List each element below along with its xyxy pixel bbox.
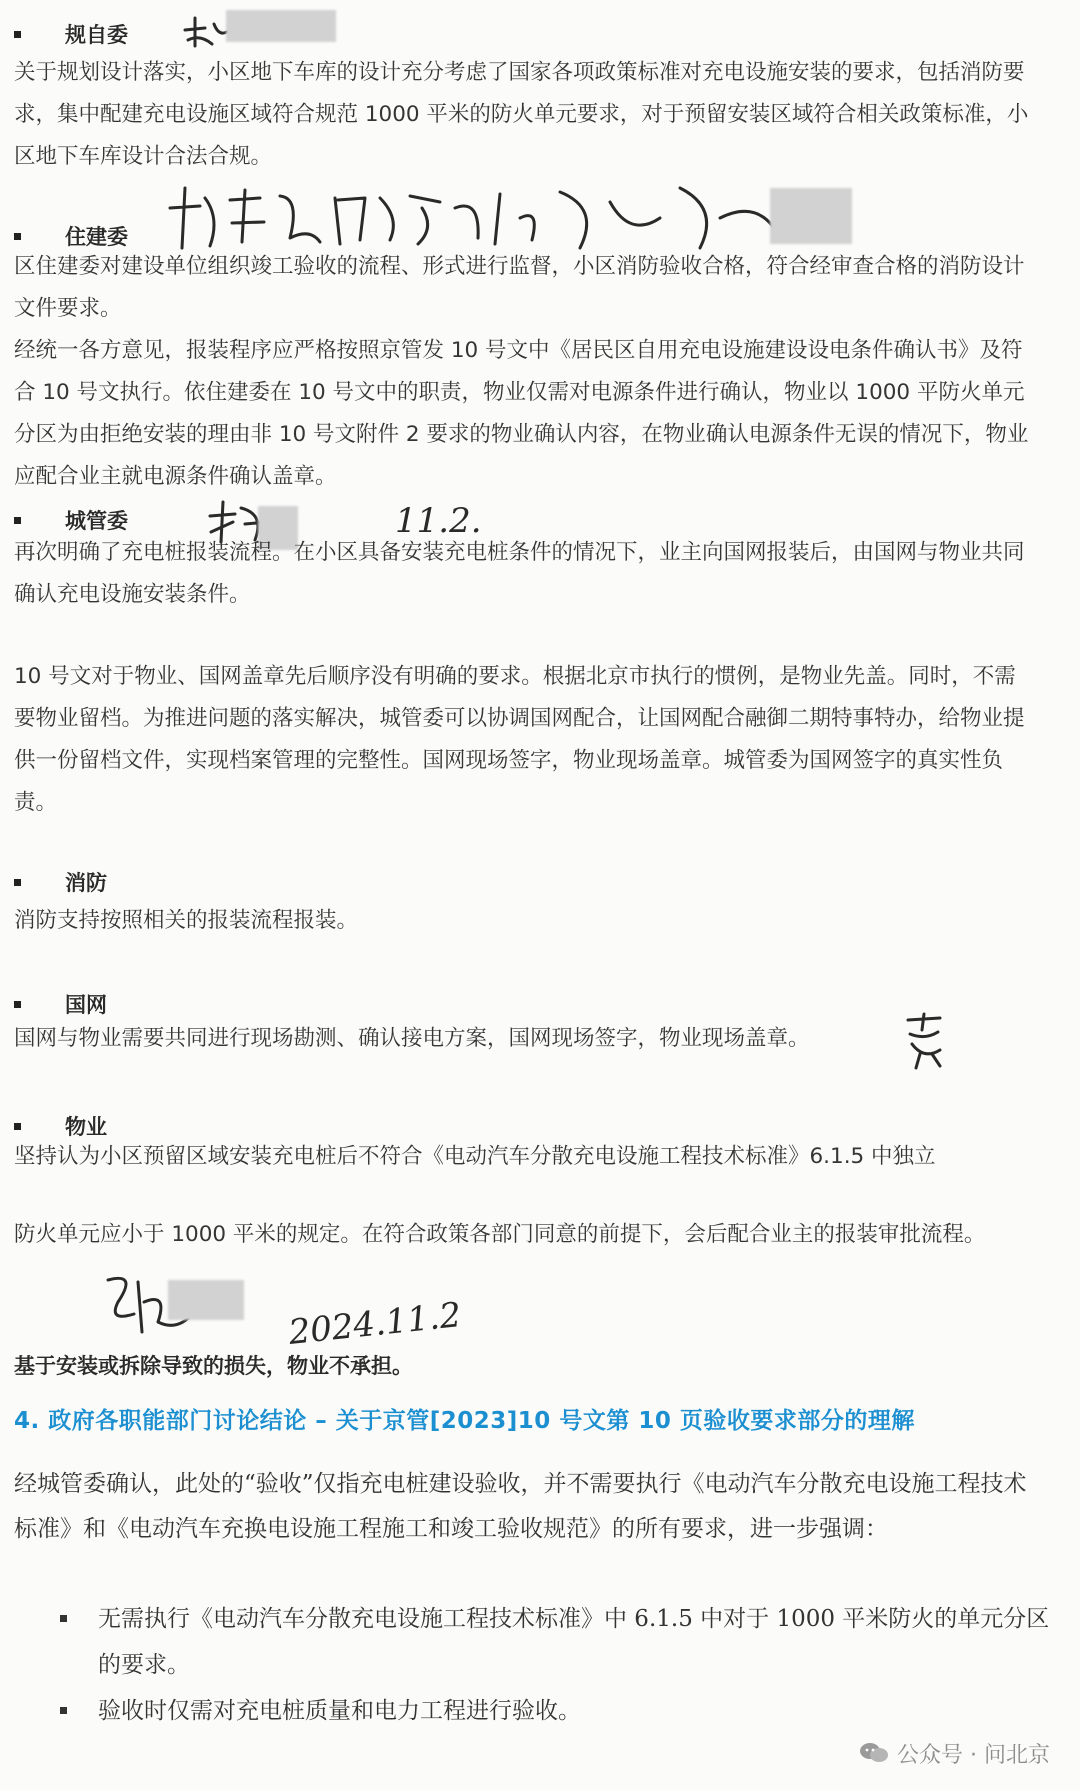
list-item: 验收时仅需对充电桩质量和电力工程进行验收。 [60,1688,1050,1734]
section-title: 规自委 [65,23,128,47]
wechat-icon [859,1741,889,1765]
section-heading-guiziwei [14,18,128,50]
section-title: 城管委 [65,509,128,533]
handwritten-signature [900,1010,950,1070]
paragraph: 坚持认为小区预留区域安装充电桩后不符合《电动汽车分散充电设施工程技术标准》6.1.5 中独立 [14,1144,936,1169]
section-title: 物业 [65,1115,107,1139]
svg-text:11.2.: 11.2. [395,501,482,541]
conclusion-heading: 4. 政府各职能部门讨论结论 – 关于京管[2023]10 号文第 10 页验收要求部分的理解 [14,1408,915,1434]
conclusion-list [60,1596,1050,1734]
bullet-icon [60,1615,67,1622]
bold-note: 基于安装或拆除导致的损失，物业不承担。 [14,1354,413,1378]
paragraph: 国网与物业需要共同进行现场勘测、确认接电方案，国网现场签字，物业现场盖章。 [14,1026,810,1051]
bullet-icon [14,879,21,886]
section-heading-xiaofang [14,866,107,898]
paragraph: 再次明确了充电桩报装流程。在小区具备安装充电桩条件的情况下，业主向国网报装后，由国网与物业共同确认充电设施安装条件。 [14,540,1025,607]
bullet-icon [14,1001,21,1008]
svg-text:2024.11.2: 2024.11.2 [286,1295,464,1353]
bullet-icon [14,31,21,38]
bullet-icon [14,233,21,240]
paragraph: 10 号文对于物业、国网盖章先后顺序没有明确的要求。根据北京市执行的惯例，是物业先盖。同时，不需要物业留档。为推进问题的落实解决，城管委可以协调国网配合，让国网配合融御二期特事特办，给物业提供一份留档文件，实现档案管理的完整性。国网现场签字，物业现场盖章。城管委为国网签字的真实性负责。 [14,664,1025,815]
conclusion-intro: 经城管委确认，此处的“验收”仅指充电桩建设验收，并不需要执行《电动汽车分散充电设施工程技术标准》和《电动汽车充换电设施工程施工和竣工验收规范》的所有要求，进一步强调： [14,1471,1027,1542]
paragraph: 消防支持按照相关的报装流程报装。 [14,908,359,933]
bullet-icon [14,1123,21,1130]
section-title: 消防 [65,871,107,895]
section-title: 住建委 [65,225,128,249]
bullet-icon [14,517,21,524]
paragraph: 经统一各方意见，报装程序应严格按照京管发 10 号文中《居民区自用充电设施建设设电条件确认书》及符合 10 号文执行。依住建委在 10 号文中的职责，物业仅需对电源条件进行确认，物业以 1000 平防火单元分区为由拒绝安装的理由非 10 号文附件 2 要求的物业确认内容，在物业确认电源条件无误的情况下，物业应配合业主就电源条件确认盖章。 [14,338,1029,489]
redaction-block [168,1280,244,1320]
paragraph: 防火单元应小于 1000 平米的规定。在符合政策各部门同意的前提下，会后配合业主的报装审批流程。 [14,1222,986,1247]
watermark-text: 公众号 · 问北京 [897,1742,1050,1768]
redaction-block [770,188,852,244]
watermark [859,1738,1050,1768]
redaction-block [226,10,336,42]
list-item: 无需执行《电动汽车分散充电设施工程技术标准》中 6.1.5 中对于 1000 平米防火的单元分区的要求。 [60,1596,1050,1688]
paragraph: 关于规划设计落实，小区地下车库的设计充分考虑了国家各项政策标准对充电设施安装的要求，包括消防要求，集中配建充电设施区域符合规范 1000 平米的防火单元要求，对于预留安装区域符合相关政策标准，小区地下车库设计合法合规。 [14,60,1029,169]
handwritten-date [286,1295,490,1354]
paragraph: 区住建委对建设单位组织竣工验收的流程、形式进行监督，小区消防验收合格，符合经审查合格的消防设计文件要求。 [14,254,1025,321]
bullet-icon [60,1707,67,1714]
section-title: 国网 [65,993,107,1017]
section-heading-guowang [14,988,107,1020]
